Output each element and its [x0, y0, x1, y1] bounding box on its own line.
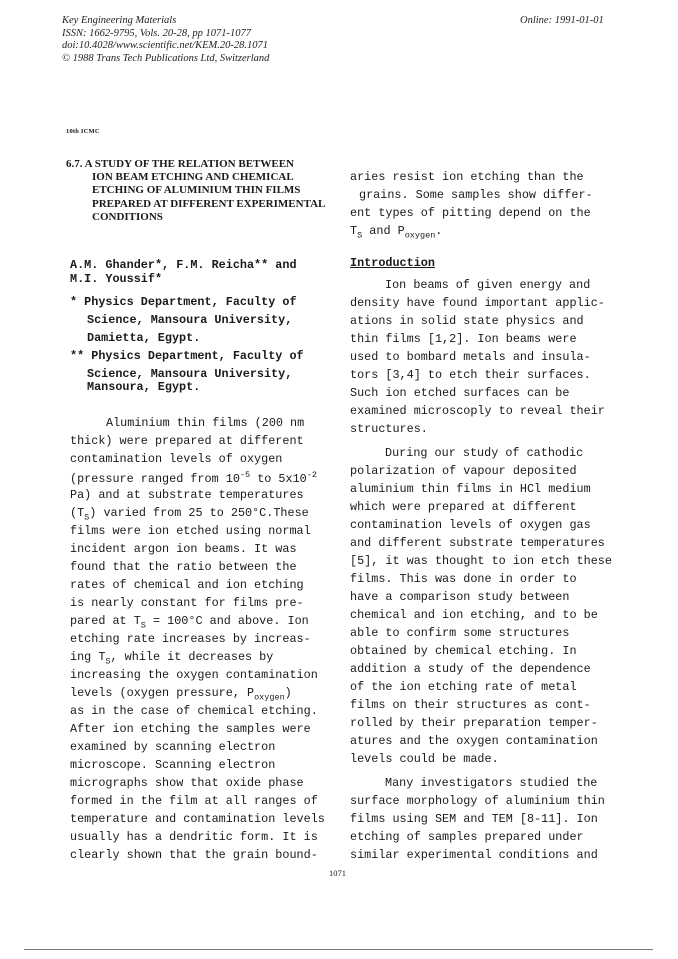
- page-number: 1071: [329, 868, 346, 878]
- body-line: addition a study of the dependence: [350, 662, 591, 676]
- abstract-line: Pa) and at substrate temperatures: [70, 488, 304, 502]
- doi-line[interactable]: doi:10.4028/www.scientific.net/KEM.20-28.1071: [62, 40, 268, 51]
- body-line: used to bombard metals and insula-: [350, 350, 591, 364]
- subscript: S: [140, 620, 146, 631]
- affiliation-line: Damietta, Egypt.: [87, 331, 201, 345]
- bottom-rule: [24, 949, 653, 950]
- body-line: polarization of vapour deposited: [350, 464, 577, 478]
- body-line: surface morphology of aluminium thin: [350, 794, 605, 808]
- left-column: [70, 0, 345, 959]
- body-line: rolled by their preparation temper-: [350, 716, 598, 730]
- abstract-line: [70, 686, 292, 702]
- body-line: etching of samples prepared under: [350, 830, 584, 844]
- conference-label: 10th ICMC: [66, 128, 100, 135]
- affiliation-line: ** Physics Department, Faculty of: [70, 349, 304, 363]
- body-line: films using SEM and TEM [8-11]. Ion: [350, 812, 598, 826]
- body-line: structures.: [350, 422, 428, 436]
- title-line: ETCHING OF ALUMINIUM THIN FILMS: [92, 184, 301, 197]
- body-line: levels could be made.: [350, 752, 499, 766]
- superscript: -5: [239, 470, 251, 480]
- issn-line: ISSN: 1662-9795, Vols. 20-28, pp 1071-1077: [62, 27, 251, 39]
- body-line: atures and the oxygen contamination: [350, 734, 598, 748]
- affiliation-line: * Physics Department, Faculty of: [70, 295, 297, 309]
- author-line: A.M. Ghander*, F.M. Reicha** and: [70, 258, 297, 272]
- abstract-line: etching rate increases by increas-: [70, 632, 311, 646]
- introduction-heading: Introduction: [350, 256, 435, 270]
- abstract-line: [70, 506, 309, 522]
- body-line: films. This was done in order to: [350, 572, 577, 586]
- abstract-line: temperature and contamination levels: [70, 812, 325, 826]
- title-line: 6.7. A STUDY OF THE RELATION BETWEEN: [66, 158, 294, 170]
- abstract-line: usually has a dendritic form. It is: [70, 830, 318, 844]
- abstract-line: increasing the oxygen contamination: [70, 668, 318, 682]
- subscript: S: [105, 656, 111, 667]
- abstract-line: After ion etching the samples were: [70, 722, 311, 736]
- abstract-line: clearly shown that the grain bound-: [70, 848, 318, 862]
- abstract-line: films were ion etched using normal: [70, 524, 311, 538]
- abstract-line: found that the ratio between the: [70, 560, 297, 574]
- copyright-line: © 1988 Trans Tech Publications Ltd, Switzerland: [62, 52, 270, 64]
- body-line: obtained by chemical etching. In: [350, 644, 577, 658]
- abstract-line: Aluminium thin films (200 nm: [106, 416, 305, 430]
- body-line: similar experimental conditions and: [350, 848, 598, 862]
- abstract-line: formed in the film at all ranges of: [70, 794, 318, 808]
- subscript: oxygen: [404, 230, 436, 241]
- subscript: oxygen: [254, 692, 285, 703]
- text-run: .: [435, 224, 443, 238]
- body-line: ations in solid state physics and: [350, 314, 584, 328]
- body-line: Such ion etched surfaces can be: [350, 386, 570, 400]
- abstract-line: contamination levels of oxygen: [70, 452, 283, 466]
- text-run: T: [350, 224, 358, 238]
- body-line: aries resist ion etching than the: [350, 170, 584, 184]
- body-line: contamination levels of oxygen gas: [350, 518, 591, 532]
- abstract-line: examined by scanning electron: [70, 740, 276, 754]
- body-line: grains. Some samples show differ-: [359, 188, 593, 202]
- superscript: -2: [306, 470, 317, 480]
- body-line: which were prepared at different: [350, 500, 577, 514]
- text-run: (pressure ranged from 10: [70, 471, 240, 486]
- affiliation-line: Mansoura, Egypt.: [87, 380, 201, 394]
- subscript: S: [357, 230, 363, 241]
- abstract-line: [70, 470, 317, 486]
- title-line: PREPARED AT DIFFERENT EXPERIMENTAL: [92, 197, 326, 210]
- body-line: tors [3,4] to etch their surfaces.: [350, 368, 591, 382]
- body-line: chemical and ion etching, and to be: [350, 608, 598, 622]
- abstract-line: micrographs show that oxide phase: [70, 776, 304, 790]
- abstract-line: [70, 614, 309, 630]
- text-run: (T: [70, 506, 85, 520]
- abstract-line: microscope. Scanning electron: [70, 758, 276, 772]
- body-line: ent types of pitting depend on the: [350, 206, 591, 220]
- body-line: Ion beams of given energy and: [385, 278, 591, 292]
- title-line: CONDITIONS: [92, 210, 163, 223]
- text-run: pared at T: [70, 614, 141, 628]
- body-line: thin films [1,2]. Ion beams were: [350, 332, 577, 346]
- body-line: films on their structures as cont-: [350, 698, 591, 712]
- right-column: [350, 0, 625, 959]
- text-run: ) varied from 25 to 250°C.These: [89, 506, 309, 520]
- body-line: aluminium thin films in HCl medium: [350, 482, 591, 496]
- abstract-line: is nearly constant for films pre-: [70, 596, 304, 610]
- affiliation-line: Science, Mansoura University,: [87, 313, 293, 327]
- body-line: [5], it was thought to ion etch these: [350, 554, 612, 568]
- text-run: ing T: [70, 650, 106, 664]
- body-line: able to confirm some structures: [350, 626, 570, 640]
- body-line: During our study of cathodic: [385, 446, 584, 460]
- text-run: ): [284, 686, 292, 700]
- abstract-line: thick) were prepared at different: [70, 434, 304, 448]
- text-run: levels (oxygen pressure, P: [70, 686, 255, 700]
- body-line: Many investigators studied the: [385, 776, 598, 790]
- body-line: examined microscoply to reveal their: [350, 404, 605, 418]
- abstract-line: incident argon ion beams. It was: [70, 542, 297, 556]
- author-line: M.I. Youssif*: [70, 272, 163, 286]
- body-line: [350, 224, 442, 240]
- text-run: and P: [362, 224, 405, 238]
- subscript: S: [84, 512, 90, 523]
- body-line: have a comparison study between: [350, 590, 570, 604]
- online-date: Online: 1991-01-01: [520, 15, 604, 26]
- journal-name: Key Engineering Materials: [62, 15, 177, 26]
- abstract-line: as in the case of chemical etching.: [70, 704, 318, 718]
- body-line: density have found important applic-: [350, 296, 605, 310]
- affiliation-line: Science, Mansoura University,: [87, 367, 293, 381]
- abstract-line: [70, 650, 273, 666]
- text-run: to 5x10: [250, 471, 307, 486]
- text-run: , while it decreases by: [110, 650, 274, 664]
- text-run: = 100°C and above. Ion: [145, 614, 309, 628]
- abstract-line: rates of chemical and ion etching: [70, 578, 304, 592]
- title-line: ION BEAM ETCHING AND CHEMICAL: [92, 171, 294, 184]
- body-line: of the ion etching rate of metal: [350, 680, 577, 694]
- body-line: and different substrate temperatures: [350, 536, 605, 550]
